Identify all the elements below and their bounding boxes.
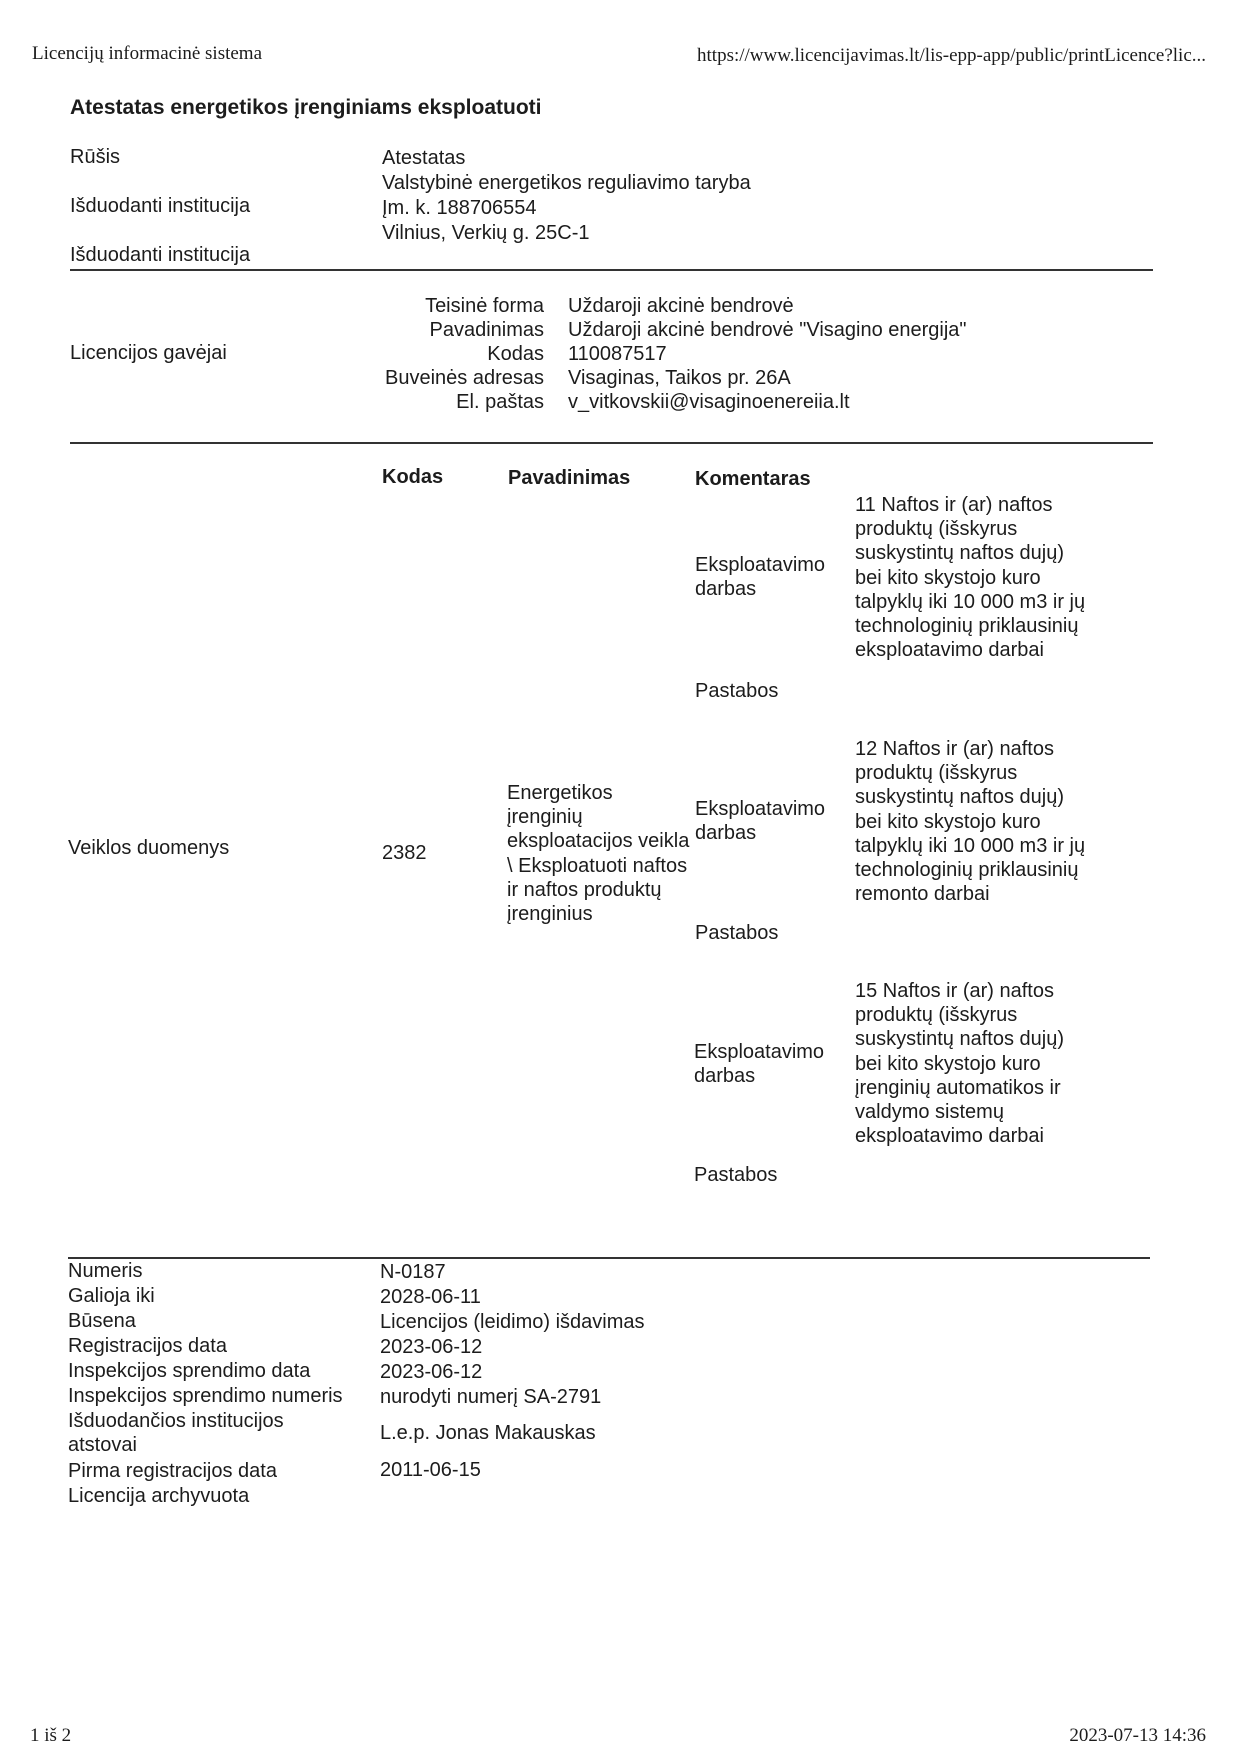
work-type-label: Eksploatavimo darbas bbox=[695, 798, 826, 844]
work-description: 12 Naftos ir (ar) naftos produktų (išskyrus suskystintų naftos dujų) bei kito skystojo kuro talpyklų iki 10 000 m3 ir jų technologinių priklausinių remonto darbai bbox=[855, 738, 1086, 906]
institution-label: Išduodanti institucija bbox=[70, 195, 251, 217]
field-value-email: v_vitkovskii@visaginoenereiia.lt bbox=[568, 391, 850, 413]
print-datetime: 2023-07-13 14:36 bbox=[1069, 1725, 1206, 1746]
column-header-kodas: Kodas bbox=[382, 466, 444, 488]
field-value-code: 110087517 bbox=[568, 343, 667, 365]
work-description: 15 Naftos ir (ar) naftos produktų (išskyrus suskystintų naftos dujų) bei kito skystojo kuro įrenginių automatikos ir valdymo sistemų eksploatavimo darbai bbox=[855, 980, 1064, 1148]
activity-name: Energetikos įrenginių eksploatacijos veikla \ Eksploatuoti naftos ir naftos produktų įrenginius bbox=[507, 782, 690, 926]
field-label-email: El. paštas bbox=[456, 391, 544, 413]
institution-code: Įm. k. 188706554 bbox=[382, 197, 537, 219]
meta-value-number: N-0187 bbox=[380, 1261, 446, 1283]
field-value-address: Visaginas, Taikos pr. 26A bbox=[568, 367, 791, 389]
work-type-label: Eksploatavimo darbas bbox=[694, 1041, 825, 1087]
rusis-label: Rūšis bbox=[70, 146, 121, 168]
document-title: Atestatas energetikos įrenginiams eksploatuoti bbox=[70, 96, 542, 119]
divider bbox=[70, 269, 1153, 271]
rusis-value: Atestatas bbox=[382, 147, 466, 169]
notes-label: Pastabos bbox=[694, 1164, 778, 1186]
meta-value-status: Licencijos (leidimo) išdavimas bbox=[380, 1311, 645, 1333]
work-description: 11 Naftos ir (ar) naftos produktų (išskyrus suskystintų naftos dujų) bei kito skystojo kuro talpyklų iki 10 000 m3 ir jų technologinių priklausinių eksploatavimo darbai bbox=[855, 494, 1086, 662]
field-value-name: Uždaroji akcinė bendrovė "Visagino energija" bbox=[568, 319, 967, 341]
divider bbox=[68, 1257, 1150, 1259]
meta-label-decision-number: Inspekcijos sprendimo numeris bbox=[68, 1385, 343, 1407]
meta-label-status: Būsena bbox=[68, 1310, 136, 1332]
divider bbox=[70, 442, 1153, 444]
field-label-address: Buveinės adresas bbox=[385, 367, 544, 389]
activity-code: 2382 bbox=[382, 842, 427, 864]
meta-label-registration-date: Registracijos data bbox=[68, 1335, 227, 1357]
meta-value-decision-date: 2023-06-12 bbox=[380, 1361, 483, 1383]
field-value-legal-form: Uždaroji akcinė bendrovė bbox=[568, 295, 794, 317]
meta-value-valid-until: 2028-06-11 bbox=[380, 1286, 481, 1308]
meta-value-registration-date: 2023-06-12 bbox=[380, 1336, 483, 1358]
column-header-pavadinimas: Pavadinimas bbox=[508, 467, 631, 489]
meta-label-archived: Licencija archyvuota bbox=[68, 1485, 250, 1507]
notes-label: Pastabos bbox=[695, 680, 779, 702]
meta-value-representatives: L.e.p. Jonas Makauskas bbox=[380, 1422, 596, 1444]
page-number: 1 iš 2 bbox=[30, 1725, 72, 1746]
meta-label-decision-date: Inspekcijos sprendimo data bbox=[68, 1360, 311, 1382]
recipient-section-label: Licencijos gavėjai bbox=[70, 342, 227, 364]
institution-label-secondary: Išduodanti institucija bbox=[70, 244, 251, 266]
meta-value-decision-number: nurodyti numerį SA-2791 bbox=[380, 1386, 602, 1408]
work-type-label: Eksploatavimo darbas bbox=[695, 554, 826, 600]
notes-label: Pastabos bbox=[695, 922, 779, 944]
meta-label-representatives: Išduodančios institucijos atstovai bbox=[68, 1410, 284, 1456]
field-label-name: Pavadinimas bbox=[429, 319, 544, 341]
meta-label-valid-until: Galioja iki bbox=[68, 1285, 155, 1307]
meta-value-first-registration: 2011-06-15 bbox=[380, 1459, 481, 1481]
page-url: https://www.licencijavimas.lt/lis-epp-app/public/printLicence?lic... bbox=[697, 45, 1206, 66]
meta-label-number: Numeris bbox=[68, 1260, 143, 1282]
column-header-komentaras: Komentaras bbox=[695, 468, 811, 490]
institution-address: Vilnius, Verkių g. 25C-1 bbox=[382, 222, 590, 244]
field-label-code: Kodas bbox=[487, 343, 544, 365]
institution-name: Valstybinė energetikos reguliavimo taryba bbox=[382, 172, 751, 194]
meta-label-first-registration: Pirma registracijos data bbox=[68, 1460, 277, 1482]
activity-section-label: Veiklos duomenys bbox=[68, 837, 230, 859]
field-label-legal-form: Teisinė forma bbox=[425, 295, 544, 317]
site-title: Licencijų informacinė sistema bbox=[32, 43, 263, 64]
